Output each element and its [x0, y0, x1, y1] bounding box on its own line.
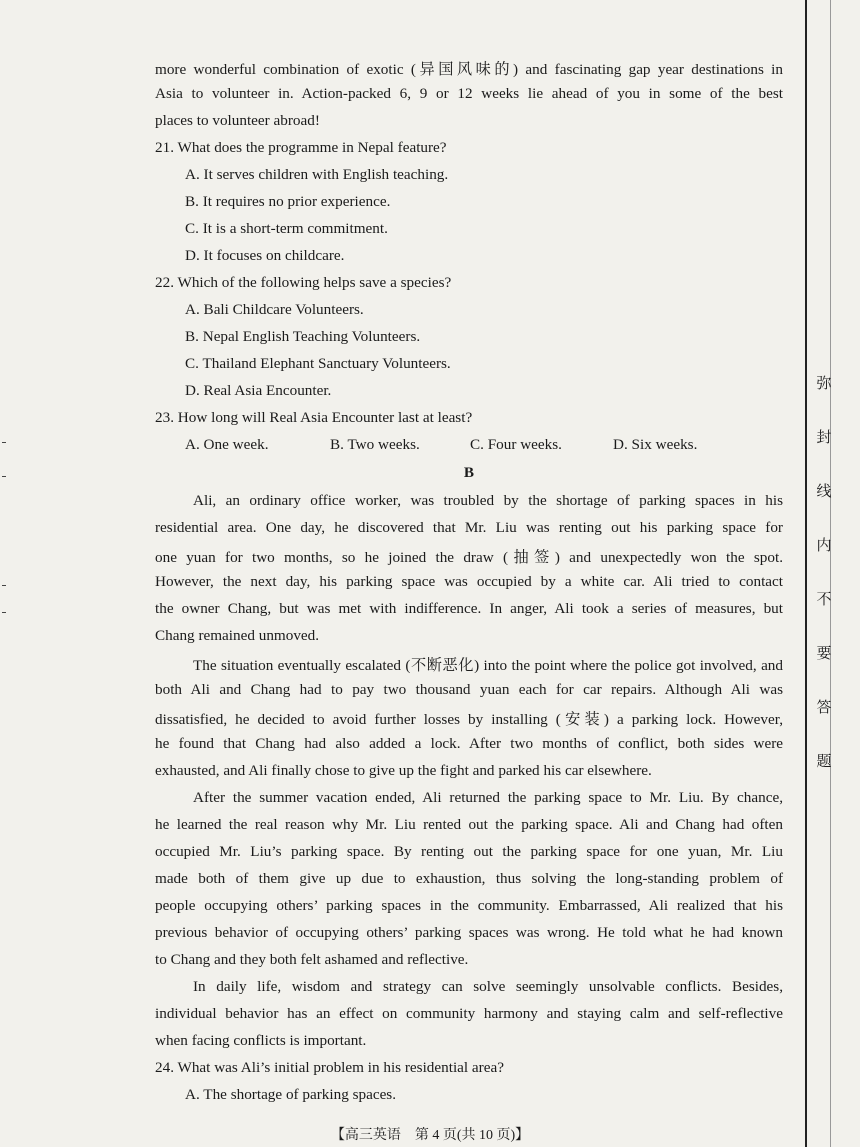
seal-char: 内	[816, 536, 832, 554]
paragraph-line: when facing conflicts is important.	[155, 1032, 367, 1049]
paragraph-line: In daily life, wisdom and strategy can solve seemingly unsolvable conflicts. Besides,	[193, 978, 783, 995]
question-23-option: B. Two weeks.	[330, 436, 420, 453]
seal-char: 封	[816, 428, 832, 446]
paragraph-line: Ali, an ordinary office worker, was troubled by the shortage of parking spaces in his	[193, 492, 783, 509]
question-22-option: A. Bali Childcare Volunteers.	[185, 301, 364, 318]
section-b-heading: B	[463, 464, 475, 481]
question-21-option: B. It requires no prior experience.	[185, 193, 391, 210]
paragraph-line: The situation eventually escalated (不断恶化) into the point where the police got involved, and	[193, 657, 783, 674]
question-22-option: C. Thailand Elephant Sanctuary Volunteers.	[185, 355, 451, 372]
question-22-option: B. Nepal English Teaching Volunteers.	[185, 328, 421, 345]
passage-line: more wonderful combination of exotic (异国风味的) and fascinating gap year destinations in	[155, 61, 783, 78]
question-23-stem: 23. How long will Real Asia Encounter last at least?	[155, 409, 473, 426]
margin-tick	[2, 476, 6, 477]
question-21-option: A. It serves children with English teaching.	[185, 166, 449, 183]
paragraph-line: previous behavior of occupying others’ parking spaces was wrong. He told what he had known	[155, 924, 783, 941]
paragraph-line: people occupying others’ parking spaces in the community. Embarrassed, Ali realized that his	[155, 897, 783, 914]
margin-tick	[2, 442, 6, 443]
paragraph-line: to Chang and they both felt ashamed and reflective.	[155, 951, 469, 968]
passage-line: places to volunteer abroad!	[155, 112, 320, 129]
paragraph-line: Chang remained unmoved.	[155, 627, 320, 644]
question-21-stem: 21. What does the programme in Nepal feature?	[155, 139, 447, 156]
question-22-option: D. Real Asia Encounter.	[185, 382, 332, 399]
paragraph-line: occupied Mr. Liu’s parking space. By renting out the parking space for one yuan, Mr. Liu	[155, 843, 783, 860]
seal-char: 弥	[816, 374, 832, 392]
question-22-stem: 22. Which of the following helps save a species?	[155, 274, 452, 291]
question-23-option: C. Four weeks.	[470, 436, 562, 453]
margin-tick	[2, 585, 6, 586]
question-21-option: C. It is a short-term commitment.	[185, 220, 388, 237]
paragraph-line: he learned the real reason why Mr. Liu rented out the parking space. Ali and Chang had often	[155, 816, 783, 833]
paragraph-line: exhausted, and Ali finally chose to give up the fight and parked his car elsewhere.	[155, 762, 652, 779]
seal-char: 题	[816, 752, 832, 770]
paragraph-line: both Ali and Chang had to pay two thousand yuan each for car repairs. Although Ali was	[155, 681, 783, 698]
paragraph-line: the owner Chang, but was met with indifference. In anger, Ali took a series of measures, but	[155, 600, 783, 617]
passage-line: Asia to volunteer in. Action-packed 6, 9 or 12 weeks lie ahead of you in some of the best	[155, 85, 783, 102]
paragraph-line: However, the next day, his parking space was occupied by a white car. Ali tried to contact	[155, 573, 783, 590]
seal-char: 线	[816, 482, 832, 500]
seal-char: 要	[816, 644, 832, 662]
margin-tick	[2, 612, 6, 613]
paragraph-line: he found that Chang had also added a lock. After two months of conflict, both sides were	[155, 735, 783, 752]
paragraph-line: one yuan for two months, so he joined the draw (抽签) and unexpectedly won the spot.	[155, 549, 783, 566]
question-21-option: D. It focuses on childcare.	[185, 247, 345, 264]
seal-line-notice	[812, 372, 836, 804]
question-23-option: A. One week.	[185, 436, 269, 453]
seal-char: 不	[816, 590, 832, 608]
paragraph-line: made both of them give up due to exhaustion, thus solving the long-standing problem of	[155, 870, 783, 887]
seal-char: 答	[816, 698, 832, 716]
question-24-stem: 24. What was Ali’s initial problem in his residential area?	[155, 1059, 504, 1076]
paragraph-line: dissatisfied, he decided to avoid further losses by installing (安装) a parking lock. However,	[155, 711, 783, 728]
question-24-option: A. The shortage of parking spaces.	[185, 1086, 397, 1103]
paragraph-line: After the summer vacation ended, Ali returned the parking space to Mr. Liu. By chance,	[193, 789, 783, 806]
binding-line	[805, 0, 807, 1147]
question-23-option: D. Six weeks.	[613, 436, 698, 453]
paragraph-line: residential area. One day, he discovered that Mr. Liu was renting out his parking space for	[155, 519, 783, 536]
page-footer: 【高三英语 第 4 页(共 10 页)】	[330, 1128, 530, 1143]
paragraph-line: individual behavior has an effect on community harmony and staying calm and self-reflective	[155, 1005, 783, 1022]
